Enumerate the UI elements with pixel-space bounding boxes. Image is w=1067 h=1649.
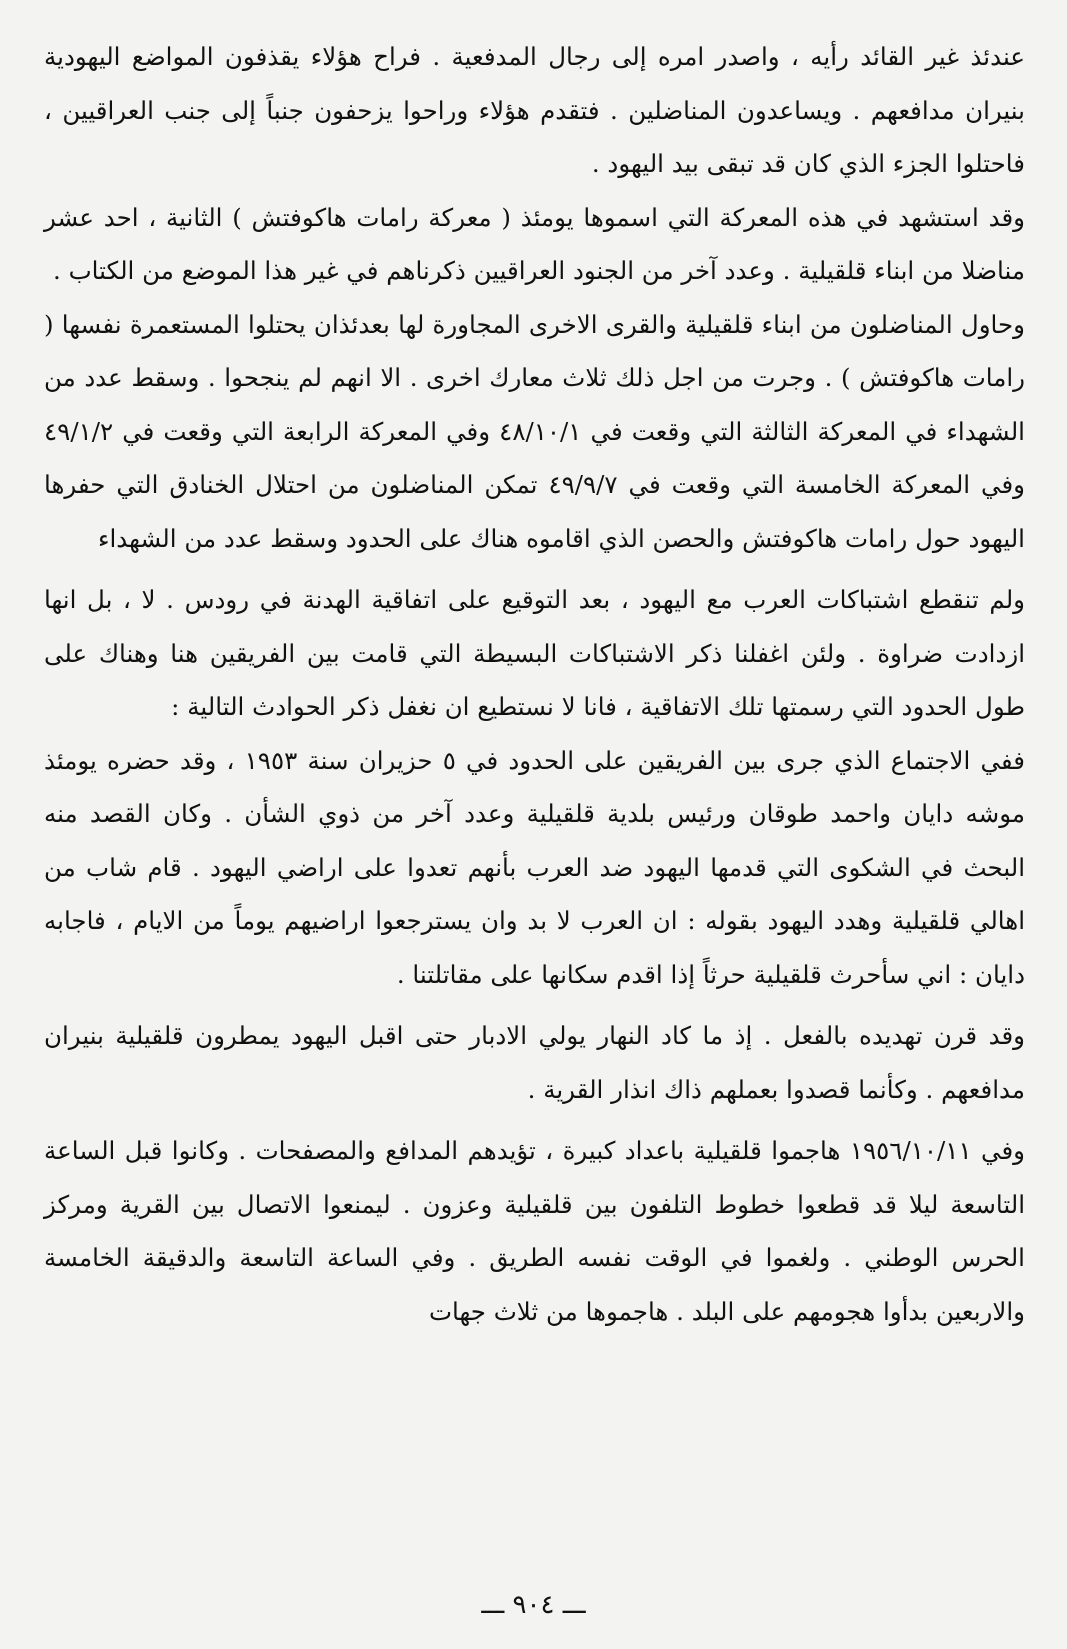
paragraph-7: وفي ١٩٥٦/١٠/١١ هاجموا قلقيلية باعداد كبيرة ، تؤيدهم المدافع والمصفحات . وكانوا قبل الساعة التاسعة ليلا قد قطعوا خطوط التلفون بين قلقيلية وعزون . ليمنعوا الاتصال بين القرية ومركز الحرس الوطني . ولغموا في الوقت نفسه الطريق . وفي الساعة التاسعة والدقيقة الخامسة والاربعين بدأوا هجومهم على البلد . هاجموها من ثلاث جهات [44, 1136, 1025, 1326]
paragraph-6: وقد قرن تهديده بالفعل . إذ ما كاد النهار يولي الادبار حتى اقبل اليهود يمطرون قلقيلية بنيران مدافعهم . وكأنما قصدوا بعملهم ذاك انذار القرية . [44, 1021, 1025, 1104]
paragraph-3: وحاول المناضلون من ابناء قلقيلية والقرى الاخرى المجاورة لها بعدئذان يحتلوا المستعمرة نفسها ( رامات هاكوفتش ) . وجرت من اجل ذلك ثلاث معارك اخرى . الا انهم لم ينجحوا . وسقط عدد من الشهداء في المعركة الثالثة التي وقعت في ٤٨/١٠/١ وفي المعركة الرابعة التي وقعت في ٤٩/١/٢ وفي المعركة الخامسة التي وقعت في ٤٩/٩/٧ تمكن المناضلون من احتلال الخنادق التي حفرها اليهود حول رامات هاكوفتش والحصن الذي اقاموه هناك على الحدود وسقط عدد من الشهداء [44, 309, 1025, 553]
body-text [44, 30, 1025, 1338]
paragraph-1: عندئذ غير القائد رأيه ، واصدر امره إلى رجال المدفعية . فراح هؤلاء يقذفون المواضع اليهودية بنيران مدافعهم . ويساعدون المناضلين . فتقدم هؤلاء وراحوا يزحفون جنباً إلى جنب العراقيين ، فاحتلوا الجزء الذي كان قد تبقى بيد اليهود . [44, 42, 1025, 178]
paragraph-2: وقد استشهد في هذه المعركة التي اسموها يومئذ ( معركة رامات هاكوفتش ) الثانية ، احد عشر مناضلا من ابناء قلقيلية . وعدد آخر من الجنود العراقيين ذكرناهم في غير هذا الموضع من الكتاب . [44, 202, 1025, 285]
page-number: ـــ ٩٠٤ ـــ [481, 1590, 586, 1620]
paragraph-5: ففي الاجتماع الذي جرى بين الفريقين على الحدود في ٥ حزيران سنة ١٩٥٣ ، وقد حضره يومئذ موشه دايان واحمد طوقان ورئيس بلدية قلقيلية وعدد آخر من ذوي الشأن . وكان القصد منه البحث في الشكوى التي قدمها اليهود ضد العرب بأنهم تعدوا على اراضي اليهود . قام شاب من اهالي قلقيلية وهدد اليهود بقوله : ان العرب لا بد وان يسترجعوا اراضيهم يوماً من الايام ، فاجابه دايان : اني سأحرث قلقيلية حرثاً إذا اقدم سكانها على مقاتلتنا . [44, 745, 1025, 989]
paragraph-4: ولم تنقطع اشتباكات العرب مع اليهود ، بعد التوقيع على اتفاقية الهدنة في رودس . لا ، بل انها ازدادت ضراوة . ولئن اغفلنا ذكر الاشتباكات البسيطة التي قامت بين الفريقين هنا وهناك على طول الحدود التي رسمتها تلك الاتفاقية ، فانا لا نستطيع ان نغفل ذكر الحوادث التالية : [44, 585, 1025, 721]
